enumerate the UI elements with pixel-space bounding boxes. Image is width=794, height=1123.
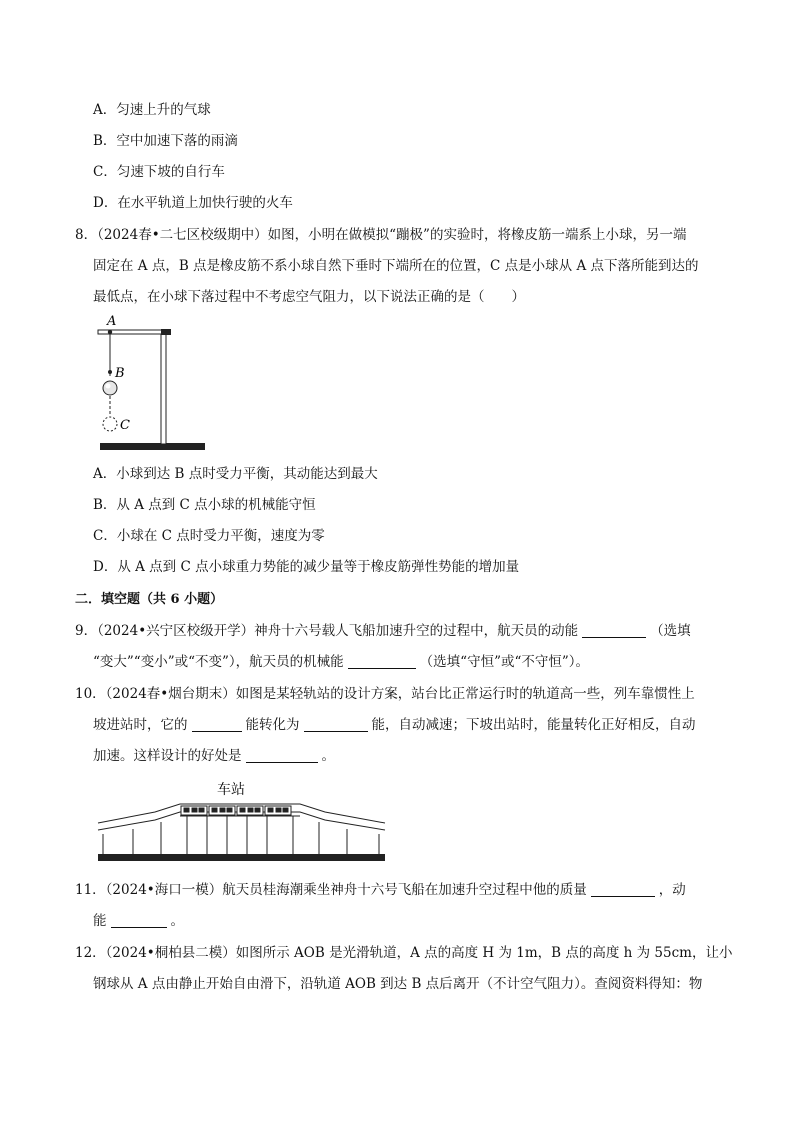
ground bbox=[98, 854, 385, 861]
q9-text-a: 9．（2024•兴宁区校级开学）神舟十六号载人飞船加速升空的过程中，航天员的动能 bbox=[75, 623, 579, 639]
q11-text-d: 。 bbox=[170, 913, 184, 929]
q10-text-d: 加速。这样设计的好处是 bbox=[93, 748, 242, 764]
bungee-figure bbox=[95, 310, 215, 458]
q10-blank-2 bbox=[304, 717, 368, 732]
q10-text-b: 能转化为 bbox=[245, 717, 300, 733]
q12-line2: 钢球从 A 点由静止开始自由滑下，沿轨道 AOB 到达 B 点后离开（不计空气阻力）。查阅资料得知：物 bbox=[93, 976, 703, 992]
q8-option-b: B．从 A 点到 C 点小球的机械能守恒 bbox=[93, 497, 316, 513]
point-a-label: A bbox=[107, 314, 117, 329]
q11-text-b: ，动 bbox=[658, 882, 686, 898]
ball bbox=[103, 381, 117, 395]
q9-line2 bbox=[93, 652, 589, 672]
q7-option-a: A．匀速上升的气球 bbox=[93, 102, 211, 118]
station-figure bbox=[95, 778, 390, 864]
q11-line2 bbox=[93, 911, 184, 931]
q10-blank-1 bbox=[192, 717, 242, 732]
q9-text-d: （选填“守恒”或“不守恒”）。 bbox=[419, 654, 590, 670]
train bbox=[181, 806, 291, 815]
q7-option-d: D．在水平轨道上加快行驶的火车 bbox=[93, 195, 293, 211]
stand-base bbox=[100, 443, 205, 450]
q11-blank-1 bbox=[591, 882, 655, 897]
q9-text-c: “变大”“变小”或“不变”），航天员的机械能 bbox=[93, 654, 344, 670]
q8-option-c: C．小球在 C 点时受力平衡，速度为零 bbox=[93, 528, 325, 544]
q9-text-b: （选填 bbox=[650, 623, 691, 639]
q9-blank-2 bbox=[348, 654, 416, 669]
q8-option-a: A．小球到达 B 点时受力平衡，其动能达到最大 bbox=[93, 466, 378, 482]
q7-option-c: C．匀速下坡的自行车 bbox=[93, 164, 225, 180]
crossbar-joint bbox=[161, 329, 171, 335]
q8-option-d: D．从 A 点到 C 点小球重力势能的减少量等于橡皮筋弹性势能的增加量 bbox=[93, 559, 520, 575]
point-a-marker bbox=[108, 330, 112, 334]
q12-line1: 12．（2024•桐柏县二模）如图所示 AOB 是光滑轨道，A 点的高度 H 为 1m，B 点的高度 h 为 55cm，让小 bbox=[75, 945, 733, 961]
q10-line3 bbox=[93, 746, 335, 766]
point-c-label: C bbox=[120, 418, 130, 433]
q10-text-c: 能，自动减速；下坡出站时，能量转化正好相反，自动 bbox=[371, 717, 696, 733]
q10-text-e: 。 bbox=[321, 748, 335, 764]
point-b-label: B bbox=[115, 366, 125, 381]
q11-text-c: 能 bbox=[93, 913, 107, 929]
q10-blank-3 bbox=[246, 748, 318, 763]
stand-pole bbox=[161, 332, 166, 444]
q11-line1 bbox=[75, 880, 686, 900]
section-title: 二．填空题（共 6 小题） bbox=[75, 592, 224, 607]
q11-blank-2 bbox=[111, 913, 167, 928]
q8-stem-line1: 8．（2024春•二七区校级期中）如图，小明在做模拟“蹦极”的实验时，将橡皮筋一端系上小球，另一端 bbox=[75, 227, 687, 243]
q9-blank-1 bbox=[582, 623, 646, 638]
q9-line1 bbox=[75, 621, 691, 641]
q8-stem-line2: 固定在 A 点，B 点是橡皮筋不系小球自然下垂时下端所在的位置，C 点是小球从 A 点下落所能到达的 bbox=[93, 258, 699, 274]
point-b-marker bbox=[108, 370, 112, 374]
q8-stem-line3: 最低点，在小球下落过程中不考虑空气阻力，以下说法正确的是（ ） bbox=[93, 289, 525, 305]
station-label: 车站 bbox=[217, 782, 245, 798]
ball-at-c bbox=[103, 417, 117, 431]
q10-text-a: 坡进站时，它的 bbox=[93, 717, 188, 733]
q7-option-b: B．空中加速下落的雨滴 bbox=[93, 133, 238, 149]
q10-line2 bbox=[93, 715, 696, 735]
q11-text-a: 11．（2024•海口一模）航天员桂海潮乘坐神舟十六号飞船在加速升空过程中他的质量 bbox=[75, 882, 587, 898]
q10-line1: 10．（2024春•烟台期末）如图是某轻轨站的设计方案，站台比正常运行时的轨道高一些，列车靠惯性上 bbox=[75, 686, 695, 702]
